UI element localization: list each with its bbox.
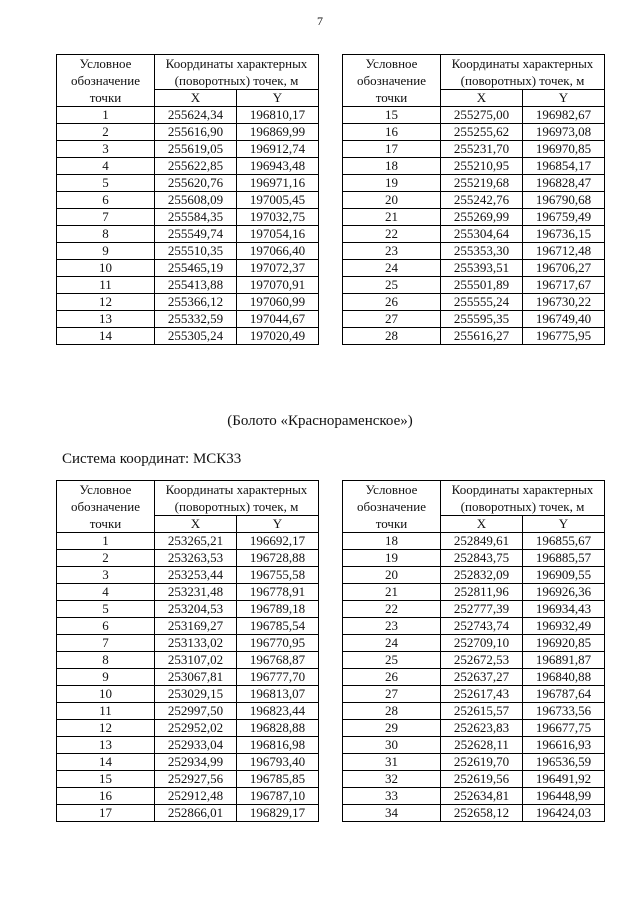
y-coordinate: 196728,88 [237,550,319,567]
x-coordinate: 252997,50 [155,703,237,720]
x-coordinate: 252615,57 [441,703,523,720]
point-number: 26 [343,294,441,311]
y-coordinate: 196823,44 [237,703,319,720]
x-coordinate: 253231,48 [155,584,237,601]
y-coordinate: 197032,75 [237,209,319,226]
x-coordinate: 252811,96 [441,584,523,601]
point-number: 12 [57,720,155,737]
point-number: 31 [343,754,441,771]
y-header: Y [523,516,605,533]
point-number: 1 [57,533,155,550]
y-coordinate: 196885,57 [523,550,605,567]
point-number: 12 [57,294,155,311]
point-number: 28 [343,703,441,720]
point-number: 15 [57,771,155,788]
table-row [57,652,319,669]
table-row [57,737,319,754]
point-number: 27 [343,311,441,328]
point-number: 17 [343,141,441,158]
y-coordinate: 196787,10 [237,788,319,805]
table-row [343,686,605,703]
y-coordinate: 196787,64 [523,686,605,703]
y-coordinate: 196677,75 [523,720,605,737]
table-row [343,652,605,669]
table-row [57,175,319,192]
x-coordinate: 255510,35 [155,243,237,260]
table-row [343,124,605,141]
x-coordinate: 252832,09 [441,567,523,584]
y-coordinate: 196706,27 [523,260,605,277]
x-coordinate: 252628,11 [441,737,523,754]
point-number: 25 [343,652,441,669]
table-row [343,175,605,192]
point-number: 7 [57,209,155,226]
table-row [343,754,605,771]
y-coordinate: 197005,45 [237,192,319,209]
y-coordinate: 196733,56 [523,703,605,720]
x-coordinate: 253107,02 [155,652,237,669]
x-coordinate: 253263,53 [155,550,237,567]
table-row [57,124,319,141]
x-coordinate: 255595,35 [441,311,523,328]
point-label-header: Условное обозначение точки [57,55,155,107]
table-row [57,584,319,601]
y-coordinate: 197020,49 [237,328,319,345]
x-coordinate: 255332,59 [155,311,237,328]
x-coordinate: 252933,04 [155,737,237,754]
y-coordinate: 196854,17 [523,158,605,175]
x-coordinate: 255304,64 [441,226,523,243]
y-coordinate: 196855,67 [523,533,605,550]
point-number: 17 [57,805,155,822]
y-coordinate: 197066,40 [237,243,319,260]
y-coordinate: 196778,91 [237,584,319,601]
x-coordinate: 252866,01 [155,805,237,822]
coords-header: Координаты характерных (поворотных) точек, м [155,481,319,516]
point-number: 13 [57,311,155,328]
point-number: 18 [343,533,441,550]
x-coordinate: 255305,24 [155,328,237,345]
point-number: 14 [57,328,155,345]
x-coordinate: 253253,44 [155,567,237,584]
y-coordinate: 196971,16 [237,175,319,192]
table-row [343,277,605,294]
y-coordinate: 196840,88 [523,669,605,686]
x-coordinate: 252709,10 [441,635,523,652]
table-row [343,141,605,158]
y-coordinate: 196934,43 [523,601,605,618]
table-row [57,618,319,635]
table-row [343,703,605,720]
y-coordinate: 196816,98 [237,737,319,754]
x-coordinate: 253067,81 [155,669,237,686]
y-coordinate: 196448,99 [523,788,605,805]
y-coordinate: 196692,17 [237,533,319,550]
x-coordinate: 252672,53 [441,652,523,669]
x-header: X [155,90,237,107]
table-row [57,209,319,226]
y-coordinate: 196982,67 [523,107,605,124]
y-coordinate: 196829,17 [237,805,319,822]
point-number: 29 [343,720,441,737]
page-number: 7 [317,14,323,28]
table-row [343,533,605,550]
x-coordinate: 255219,68 [441,175,523,192]
y-coordinate: 197054,16 [237,226,319,243]
table-row [343,567,605,584]
x-header: X [441,90,523,107]
table-row [57,635,319,652]
y-coordinate: 196926,36 [523,584,605,601]
table-row [57,686,319,703]
y-coordinate: 196943,48 [237,158,319,175]
table-row [343,311,605,328]
table-row [343,635,605,652]
y-coordinate: 196777,70 [237,669,319,686]
point-number: 4 [57,158,155,175]
point-number: 20 [343,567,441,584]
table-row [57,754,319,771]
point-number: 15 [343,107,441,124]
table-row [343,805,605,822]
table-row [57,567,319,584]
point-number: 24 [343,635,441,652]
x-coordinate: 255619,05 [155,141,237,158]
x-coordinate: 253204,53 [155,601,237,618]
coords-table-1-left [56,54,319,345]
table-row [57,107,319,124]
y-coordinate: 196536,59 [523,754,605,771]
point-number: 4 [57,584,155,601]
y-coordinate: 196755,58 [237,567,319,584]
point-number: 20 [343,192,441,209]
point-number: 1 [57,107,155,124]
y-coordinate: 196424,03 [523,805,605,822]
table-row [343,226,605,243]
y-header: Y [237,90,319,107]
point-number: 3 [57,567,155,584]
point-number: 16 [57,788,155,805]
point-number: 30 [343,737,441,754]
point-label-header: Условное обозначение точки [343,481,441,533]
x-coordinate: 252617,43 [441,686,523,703]
y-coordinate: 196712,48 [523,243,605,260]
y-coordinate: 196789,18 [237,601,319,618]
point-label-header: Условное обозначение точки [57,481,155,533]
x-coordinate: 255465,19 [155,260,237,277]
x-coordinate: 252634,81 [441,788,523,805]
table-row [57,703,319,720]
point-number: 22 [343,601,441,618]
x-coordinate: 253029,15 [155,686,237,703]
x-coordinate: 255624,34 [155,107,237,124]
point-number: 21 [343,584,441,601]
x-coordinate: 252843,75 [441,550,523,567]
y-coordinate: 196616,93 [523,737,605,754]
y-header: Y [237,516,319,533]
point-number: 11 [57,703,155,720]
x-coordinate: 252952,02 [155,720,237,737]
table-row [57,328,319,345]
section-caption: (Болото «Краснораменское») [227,413,413,429]
point-number: 19 [343,175,441,192]
y-header: Y [523,90,605,107]
y-coordinate: 196785,85 [237,771,319,788]
table-row [57,141,319,158]
point-number: 32 [343,771,441,788]
point-number: 28 [343,328,441,345]
y-coordinate: 196813,07 [237,686,319,703]
x-coordinate: 252623,83 [441,720,523,737]
point-number: 16 [343,124,441,141]
x-coordinate: 252777,39 [441,601,523,618]
table-row [343,209,605,226]
point-number: 18 [343,158,441,175]
x-coordinate: 255616,90 [155,124,237,141]
x-coordinate: 253265,21 [155,533,237,550]
coords-header: Координаты характерных (поворотных) точек, м [441,481,605,516]
table-row [57,192,319,209]
point-number: 22 [343,226,441,243]
table-row [343,669,605,686]
y-coordinate: 196749,40 [523,311,605,328]
table-row [343,328,605,345]
x-coordinate: 255622,85 [155,158,237,175]
y-coordinate: 196730,22 [523,294,605,311]
x-coordinate: 255620,76 [155,175,237,192]
x-coordinate: 255255,62 [441,124,523,141]
table-row [57,669,319,686]
y-coordinate: 196810,17 [237,107,319,124]
table-row [57,805,319,822]
coords-table-2-left [56,480,319,822]
coords-table-1-right [342,54,605,345]
point-number: 6 [57,192,155,209]
point-number: 23 [343,618,441,635]
coords-header: Координаты характерных (поворотных) точек, м [441,55,605,90]
x-coordinate: 252912,48 [155,788,237,805]
y-coordinate: 196973,08 [523,124,605,141]
x-coordinate: 252637,27 [441,669,523,686]
x-coordinate: 255555,24 [441,294,523,311]
point-number: 9 [57,243,155,260]
table-row [57,158,319,175]
x-coordinate: 255584,35 [155,209,237,226]
table-row [57,550,319,567]
x-header: X [441,516,523,533]
x-coordinate: 255393,51 [441,260,523,277]
table-row [343,260,605,277]
y-coordinate: 196768,87 [237,652,319,669]
y-coordinate: 196891,87 [523,652,605,669]
x-coordinate: 255231,70 [441,141,523,158]
table-row [343,107,605,124]
point-number: 23 [343,243,441,260]
x-coordinate: 255210,95 [441,158,523,175]
point-number: 25 [343,277,441,294]
table-row [343,584,605,601]
table-row [343,618,605,635]
x-coordinate: 252658,12 [441,805,523,822]
x-coordinate: 252934,99 [155,754,237,771]
point-label-header: Условное обозначение точки [343,55,441,107]
y-coordinate: 196736,15 [523,226,605,243]
table-row [343,720,605,737]
point-number: 11 [57,277,155,294]
y-coordinate: 196770,95 [237,635,319,652]
table-row [343,737,605,754]
x-coordinate: 255353,30 [441,243,523,260]
point-number: 2 [57,124,155,141]
point-number: 8 [57,226,155,243]
x-coordinate: 255242,76 [441,192,523,209]
y-coordinate: 196793,40 [237,754,319,771]
point-number: 19 [343,550,441,567]
point-number: 7 [57,635,155,652]
point-number: 14 [57,754,155,771]
point-number: 13 [57,737,155,754]
point-number: 3 [57,141,155,158]
y-coordinate: 196491,92 [523,771,605,788]
y-coordinate: 196912,74 [237,141,319,158]
point-number: 27 [343,686,441,703]
y-coordinate: 197070,91 [237,277,319,294]
x-coordinate: 252849,61 [441,533,523,550]
y-coordinate: 196717,67 [523,277,605,294]
coords-header: Координаты характерных (поворотных) точек, м [155,55,319,90]
table-row [57,260,319,277]
y-coordinate: 197060,99 [237,294,319,311]
y-coordinate: 196775,95 [523,328,605,345]
x-coordinate: 255366,12 [155,294,237,311]
point-number: 5 [57,601,155,618]
x-coordinate: 252619,70 [441,754,523,771]
point-number: 5 [57,175,155,192]
point-number: 9 [57,669,155,686]
table-row [343,771,605,788]
x-coordinate: 253169,27 [155,618,237,635]
y-coordinate: 196909,55 [523,567,605,584]
table-row [57,788,319,805]
y-coordinate: 196828,47 [523,175,605,192]
table-row [57,311,319,328]
x-coordinate: 255413,88 [155,277,237,294]
point-number: 24 [343,260,441,277]
table-row [57,771,319,788]
y-coordinate: 196785,54 [237,618,319,635]
point-number: 21 [343,209,441,226]
point-number: 2 [57,550,155,567]
y-coordinate: 197044,67 [237,311,319,328]
x-header: X [155,516,237,533]
table-row [57,533,319,550]
point-number: 26 [343,669,441,686]
x-coordinate: 252619,56 [441,771,523,788]
x-coordinate: 255549,74 [155,226,237,243]
y-coordinate: 196970,85 [523,141,605,158]
y-coordinate: 196932,49 [523,618,605,635]
table-row [343,158,605,175]
table-row [57,601,319,618]
point-number: 10 [57,686,155,703]
point-number: 10 [57,260,155,277]
x-coordinate: 255616,27 [441,328,523,345]
table-row [343,243,605,260]
y-coordinate: 196869,99 [237,124,319,141]
y-coordinate: 197072,37 [237,260,319,277]
point-number: 33 [343,788,441,805]
point-number: 8 [57,652,155,669]
table-row [343,294,605,311]
y-coordinate: 196759,49 [523,209,605,226]
point-number: 6 [57,618,155,635]
x-coordinate: 255269,99 [441,209,523,226]
table-row [343,550,605,567]
point-number: 34 [343,805,441,822]
table-row [343,601,605,618]
y-coordinate: 196828,88 [237,720,319,737]
table-row [57,294,319,311]
coordinate-system-label: Система координат: МСК33 [62,451,242,467]
x-coordinate: 255608,09 [155,192,237,209]
y-coordinate: 196790,68 [523,192,605,209]
coords-table-2-right [342,480,605,822]
x-coordinate: 255501,89 [441,277,523,294]
x-coordinate: 255275,00 [441,107,523,124]
table-row [57,277,319,294]
x-coordinate: 253133,02 [155,635,237,652]
table-row [343,788,605,805]
table-row [57,226,319,243]
table-row [57,720,319,737]
table-row [57,243,319,260]
x-coordinate: 252743,74 [441,618,523,635]
x-coordinate: 252927,56 [155,771,237,788]
y-coordinate: 196920,85 [523,635,605,652]
table-row [343,192,605,209]
